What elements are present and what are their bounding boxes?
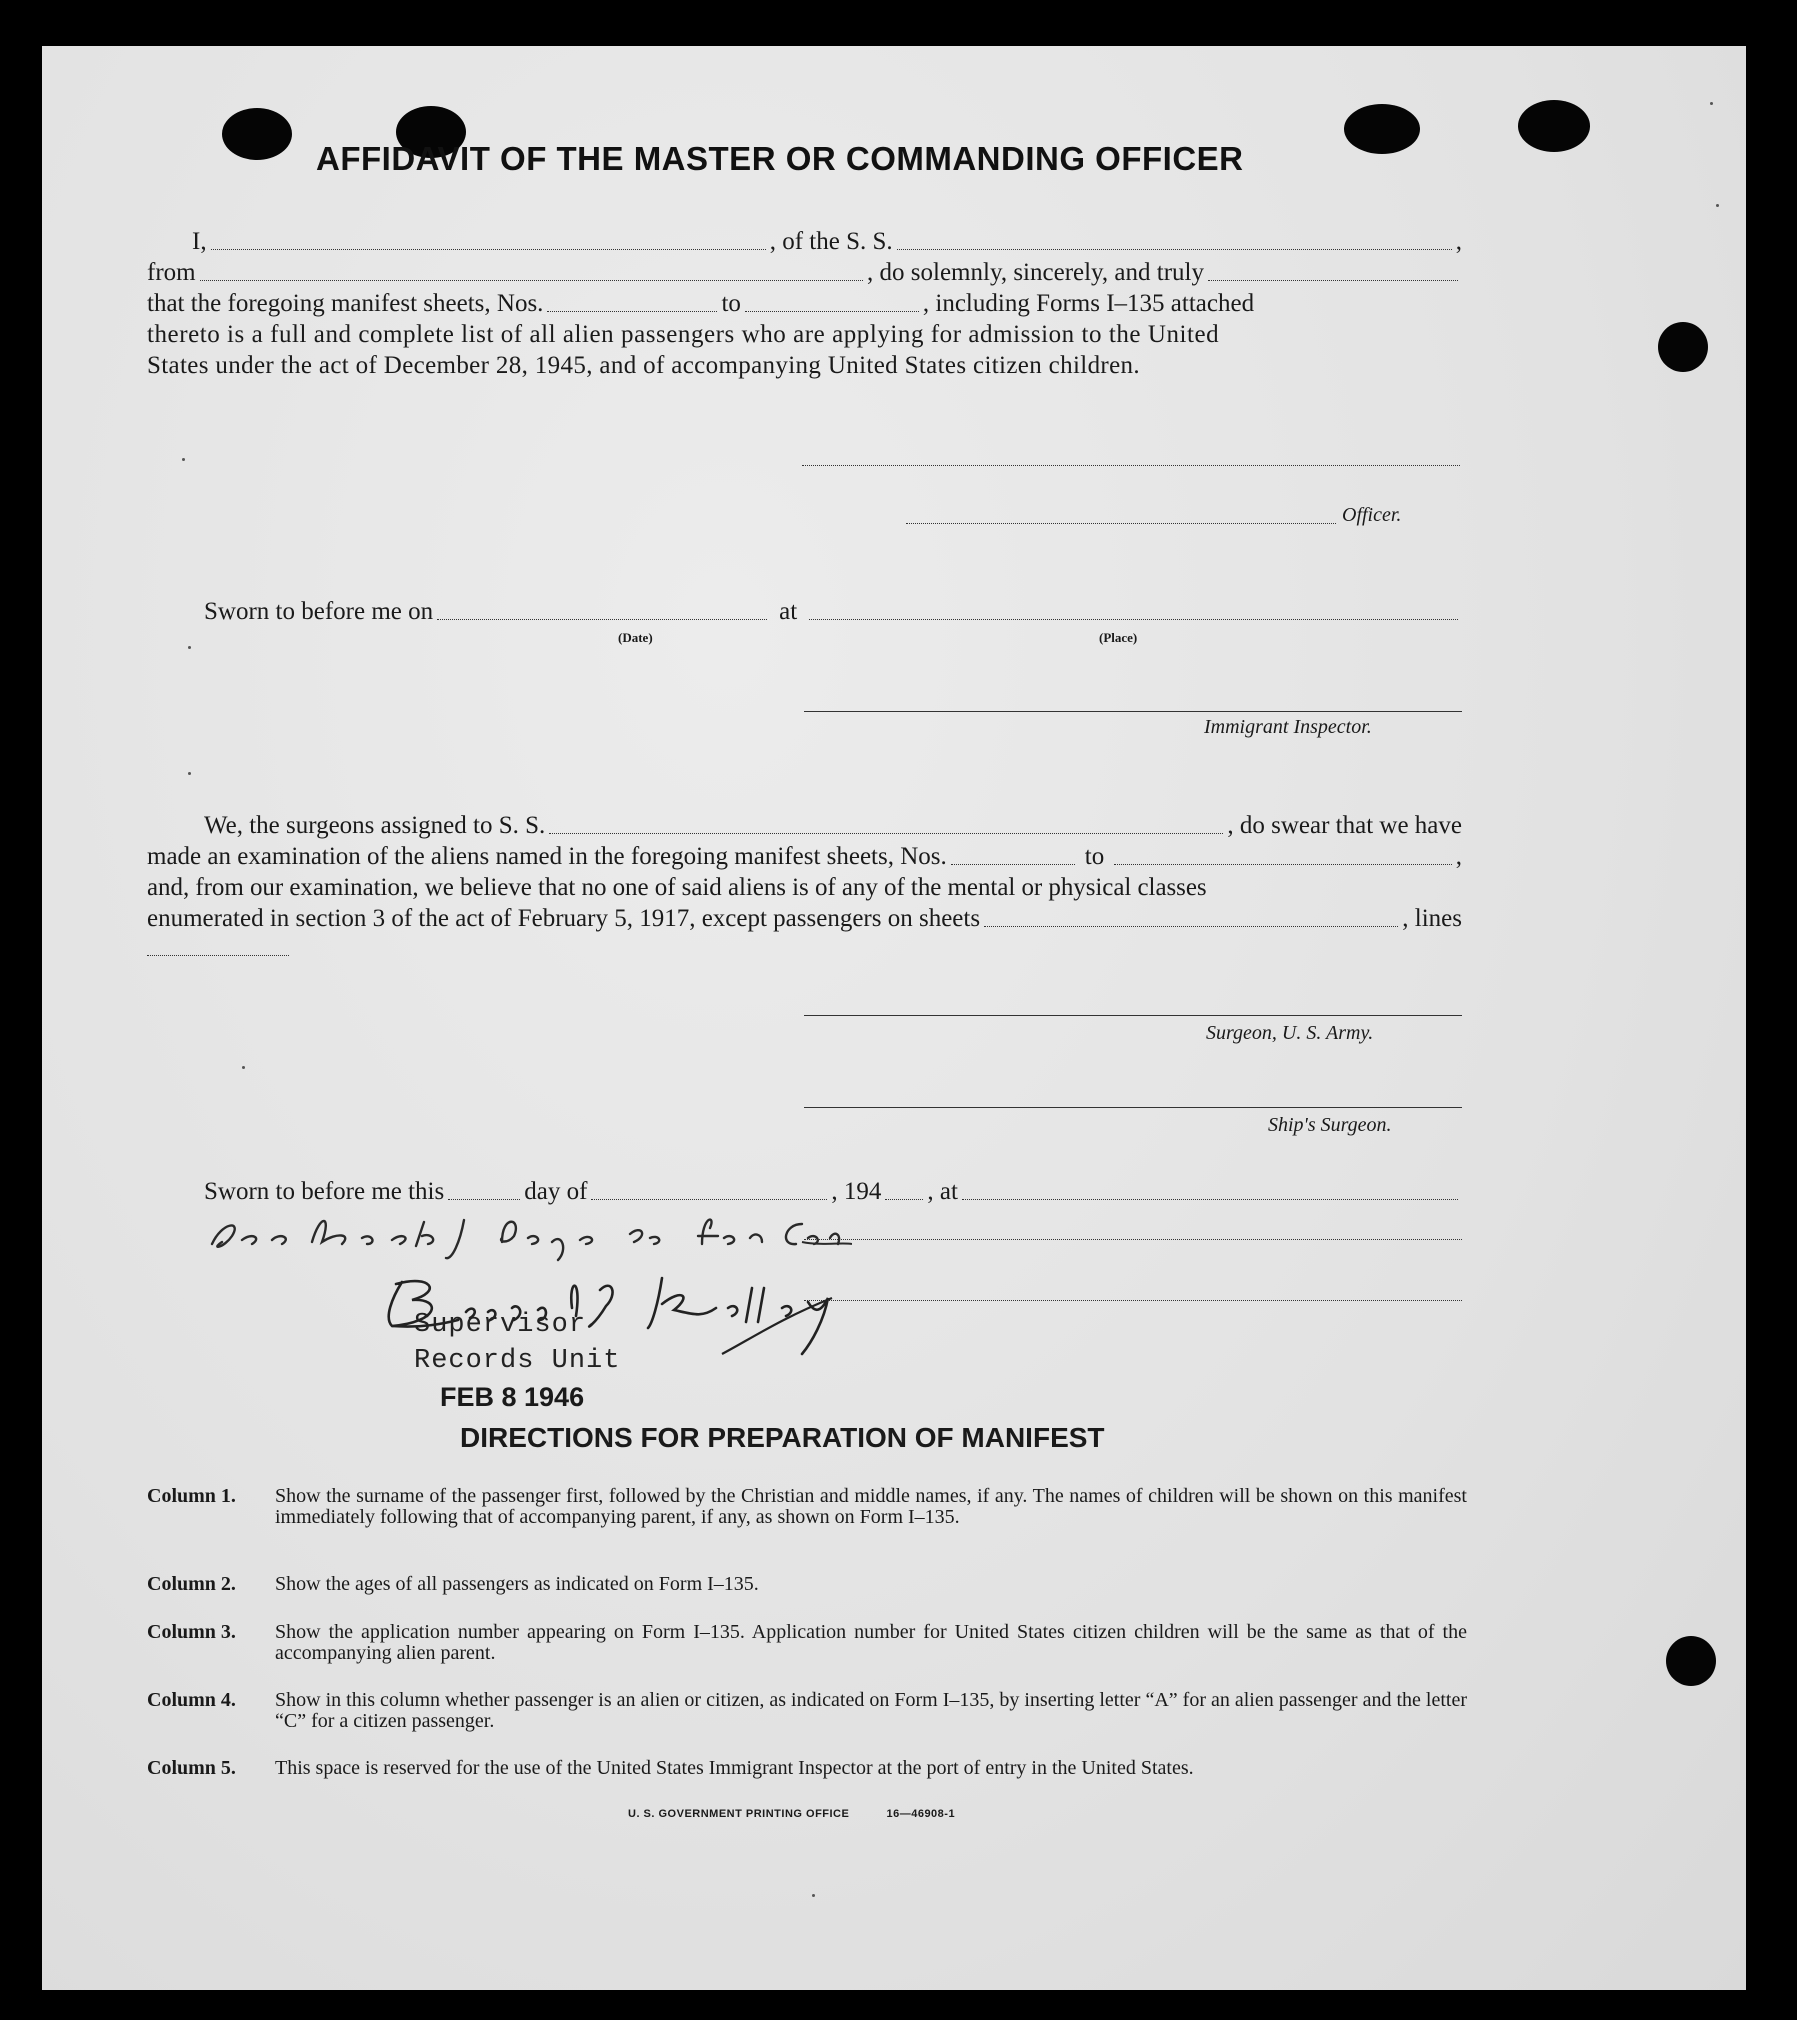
stamp-records-unit: Records Unit xyxy=(414,1346,621,1376)
sworn-location-field[interactable] xyxy=(962,1198,1458,1200)
date-caption: (Date) xyxy=(618,630,653,645)
officer-signature-line-1[interactable] xyxy=(802,464,1460,466)
affidavit-title: AFFIDAVIT OF THE MASTER OR COMMANDING OFFICER xyxy=(316,140,1244,177)
paper-speck xyxy=(242,1066,245,1069)
punch-hole-top-4 xyxy=(1518,100,1590,152)
departure-port-field[interactable] xyxy=(200,279,863,281)
direction-text: This space is reserved for the use of the United States Immigrant Inspector at the port of entry in the United States. xyxy=(275,1757,1194,1779)
direction-label: Column 5. xyxy=(147,1757,236,1779)
sheet-from-field[interactable] xyxy=(547,310,717,312)
ship-name-field[interactable] xyxy=(897,248,1452,250)
direction-label: Column 2. xyxy=(147,1573,236,1595)
surgeons-line-1 xyxy=(204,810,1462,840)
direction-label: Column 1. xyxy=(147,1485,236,1507)
sworn-signature-line-2[interactable] xyxy=(804,1299,1462,1301)
direction-row xyxy=(147,1758,1467,1779)
printer-name: U. S. GOVERNMENT PRINTING OFFICE xyxy=(628,1808,850,1820)
paper-speck xyxy=(188,646,191,649)
sheet-to-field[interactable] xyxy=(745,310,919,312)
printer-imprint xyxy=(628,1808,955,1820)
paper-speck xyxy=(812,1894,815,1897)
affidavit-text: , of the S. S. xyxy=(769,228,893,255)
officer-name-field[interactable] xyxy=(211,248,766,250)
sworn-text: Sworn to before me this xyxy=(204,1178,445,1205)
direction-row xyxy=(147,1690,1467,1732)
sworn-text: , at xyxy=(927,1178,958,1205)
surgeons-text: enumerated in section 3 of the act of February 5, 1917, except passengers on sheets xyxy=(147,905,981,932)
paper-speck xyxy=(1710,102,1713,105)
army-surgeon-signature-line[interactable] xyxy=(804,1014,1462,1016)
affidavit-line-3 xyxy=(147,288,1462,318)
punch-hole-top-3 xyxy=(1344,104,1420,154)
affidavit-text: States under the act of December 28, 1945, and of accompanying United States citizen children. xyxy=(147,352,1140,379)
direction-label: Column 3. xyxy=(147,1621,236,1643)
affidavit-text: I, xyxy=(192,228,207,255)
surgeons-text: , xyxy=(1455,843,1462,870)
direction-text: Show the ages of all passengers as indicated on Form I–135. xyxy=(275,1573,759,1595)
inspector-label: Immigrant Inspector. xyxy=(1204,716,1372,738)
affidavit-text: from xyxy=(147,259,196,286)
surgeons-ship-field[interactable] xyxy=(549,832,1223,834)
affidavit-line-2 xyxy=(147,257,1462,287)
army-surgeon-label: Surgeon, U. S. Army. xyxy=(1206,1022,1374,1044)
surgeons-line-2 xyxy=(147,841,1462,871)
affidavit-line-4 xyxy=(147,319,1462,349)
inspector-signature-line[interactable] xyxy=(804,710,1462,712)
affidavit-line-1 xyxy=(192,226,1462,256)
sworn-day-field[interactable] xyxy=(448,1198,520,1200)
sworn-month-field[interactable] xyxy=(591,1198,827,1200)
surgeons-text: to xyxy=(1084,843,1105,870)
stamp-supervisor: Supervisor xyxy=(414,1310,587,1340)
punch-hole-right-1 xyxy=(1658,322,1708,372)
handwritten-note xyxy=(202,1202,852,1262)
affidavit-text: that the foregoing manifest sheets, Nos. xyxy=(147,290,544,317)
place-caption: (Place) xyxy=(1099,630,1138,645)
direction-text: Show the surname of the passenger first, followed by the Christian and middle names, if any. The names of children will be shown on this manifest immediately following that of accompanying parent, if any, as shown on Form I–135. xyxy=(275,1485,1467,1528)
surgeons-line-3 xyxy=(147,872,1462,902)
excepted-lines-field[interactable] xyxy=(147,954,289,956)
sworn-text: at xyxy=(779,598,798,625)
sworn-year-field[interactable] xyxy=(885,1198,923,1200)
officer-signature-line-2[interactable] xyxy=(906,522,1336,524)
direction-row xyxy=(147,1486,1467,1528)
sworn-line-1 xyxy=(204,596,1462,626)
affidavit-line-5 xyxy=(147,350,1462,380)
document-page xyxy=(42,46,1746,1990)
sworn-text: Sworn to before me on xyxy=(204,598,434,625)
affidavit-text: , xyxy=(1455,228,1463,255)
direction-text: Show in this column whether passenger is an alien or citizen, as indicated on Form I–135, by inserting letter “A” for an alien passenger and the letter “C” for a citizen passenger. xyxy=(275,1689,1467,1732)
affidavit-text: to xyxy=(721,290,741,317)
officer-label: Officer. xyxy=(1342,504,1402,526)
paper-speck xyxy=(1716,204,1719,207)
affidavit-text: thereto is a full and complete list of all alien passengers who are applying for admission to the United xyxy=(147,321,1220,348)
direction-text: Show the application number appearing on Form I–135. Application number for United States citizen children will be the same as that of the accompanying alien parent. xyxy=(275,1621,1467,1664)
punch-hole-right-2 xyxy=(1666,1636,1716,1686)
surgeons-text: We, the surgeons assigned to S. S. xyxy=(204,812,546,839)
paper-speck xyxy=(182,458,185,461)
direction-label: Column 4. xyxy=(147,1689,236,1711)
directions-title: DIRECTIONS FOR PREPARATION OF MANIFEST xyxy=(460,1422,1105,1453)
surgeons-text: and, from our examination, we believe that no one of said aliens is of any of the mental or physical classes xyxy=(147,874,1207,901)
excepted-sheets-field[interactable] xyxy=(984,925,1398,927)
ship-surgeon-label: Ship's Surgeon. xyxy=(1268,1114,1392,1136)
surgeons-text: , lines xyxy=(1402,905,1462,932)
surgeons-line-4 xyxy=(147,903,1462,933)
sworn-signature-line-1[interactable] xyxy=(804,1238,1462,1240)
oath-field[interactable] xyxy=(1208,279,1458,281)
stamp-date: FEB 8 1946 xyxy=(440,1382,585,1412)
affidavit-text: , including Forms I–135 attached xyxy=(922,290,1255,317)
punch-hole-top-1 xyxy=(222,108,292,160)
surgeons-sheet-to-field[interactable] xyxy=(1114,863,1452,865)
direction-row xyxy=(147,1622,1467,1664)
sworn-place-field[interactable] xyxy=(809,618,1458,620)
direction-row xyxy=(147,1574,1467,1595)
sworn-text: day of xyxy=(524,1178,588,1205)
surgeons-text: made an examination of the aliens named in the foregoing manifest sheets, Nos. xyxy=(147,843,947,870)
form-code: 16—46908-1 xyxy=(886,1808,956,1820)
surgeons-text: , do swear that we have xyxy=(1227,812,1462,839)
affidavit-text: , do solemnly, sincerely, and truly xyxy=(867,259,1204,286)
sworn-date-field[interactable] xyxy=(437,618,767,620)
sworn-text: , 194 xyxy=(831,1178,882,1205)
surgeons-sheet-from-field[interactable] xyxy=(951,863,1075,865)
paper-speck xyxy=(188,772,191,775)
ship-surgeon-signature-line[interactable] xyxy=(804,1106,1462,1108)
